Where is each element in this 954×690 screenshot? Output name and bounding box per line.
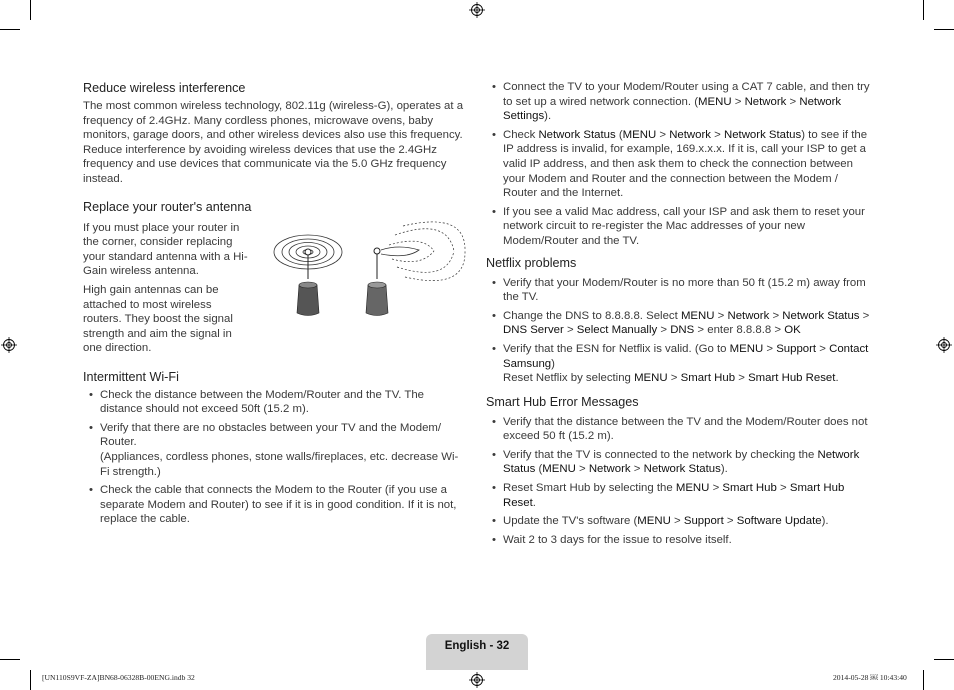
crop-mark-bl-v <box>30 670 31 690</box>
menu-path-dns-server: DNS Server <box>503 324 564 337</box>
bullet-icon: • <box>492 448 496 461</box>
arrow-icon: > <box>566 324 574 337</box>
list-intermittent-wifi <box>83 388 465 527</box>
arrow-icon: > <box>670 372 678 385</box>
menu-path-dns: DNS <box>670 324 695 337</box>
print-slug-timestamp: 2014-05-28 ￼ 10:43:40 <box>833 673 907 682</box>
item-text: ) to see if the IP address is invalid, for example, 169.x.x.x. If it is, call your ISP to get a valid IP address, and then ask them to check the connection between your Modem and Router and the connection between the Modem / Router and the Internet. <box>503 128 868 200</box>
bullet-icon: • <box>492 81 496 93</box>
menu-path-menu: MENU <box>634 372 668 385</box>
registration-mark-top-icon <box>469 2 485 18</box>
menu-path-smart-hub: Smart Hub <box>680 372 736 385</box>
bullet-icon: • <box>89 484 93 497</box>
arrow-icon: > <box>660 324 668 337</box>
left-column <box>83 80 465 535</box>
antenna-text <box>83 221 251 356</box>
menu-path-network-status: Network Status <box>503 448 860 476</box>
arrow-icon: > <box>734 95 742 108</box>
menu-path-network-status: Network Status <box>643 463 721 476</box>
bullet-icon: • <box>492 415 496 428</box>
arrow-icon: > <box>726 515 734 528</box>
arrow-icon: > <box>697 324 705 337</box>
list-item <box>486 481 874 510</box>
list-item <box>486 128 874 201</box>
menu-path-smart-hub-reset: Smart Hub Reset <box>748 372 836 385</box>
list-item <box>83 483 465 527</box>
item-text: Check the cable that connects the Modem to the Router (if you use a separate Modem and Router) to see if it is in good condition. If it is not, replace the cable. <box>100 484 457 526</box>
item-text: Reset Netflix by selecting <box>503 372 635 385</box>
item-text: Reset Smart Hub by selecting the <box>503 482 676 495</box>
arrow-icon: > <box>738 372 745 385</box>
section-smart-hub <box>486 394 874 548</box>
arrow-icon: > <box>780 482 787 495</box>
arrow-icon: > <box>659 128 667 141</box>
list-item <box>486 514 874 529</box>
menu-path-ok: OK <box>784 324 801 337</box>
menu-path-network: Network <box>727 309 770 322</box>
menu-path-network-status: Network Status <box>782 309 860 322</box>
item-text: . <box>835 372 839 385</box>
menu-path-menu: MENU <box>637 515 671 528</box>
heading-reduce-interference: Reduce wireless interference <box>83 81 246 95</box>
bullet-icon: • <box>492 533 496 546</box>
menu-path-software-update: Software Update <box>736 515 822 528</box>
paragraph-interference: The most common wireless technology, 802.11g (wireless-G), operates at a frequency of 2.4GHz. Many cordless phones, microwave ovens, baby monitors, garage doors, and other wireless devices also use this frequency. Reduce interference by avoiding wireless devices that use the 2.4GHz frequency and use devices that communicate via the 5.0 GHz frequency instead. <box>83 100 464 185</box>
crop-mark-br-h <box>934 659 954 660</box>
list-item <box>486 80 874 124</box>
item-text: Update the TV's software ( <box>503 515 638 528</box>
right-column <box>486 80 874 555</box>
list-item <box>486 276 874 305</box>
crop-mark-tr-h <box>934 29 954 30</box>
heading-netflix: Netflix problems <box>486 255 577 270</box>
list-smart-hub <box>486 415 874 548</box>
paragraph-antenna-2: High gain antennas can be attached to most wireless routers. They boost the signal strength and aim the signal in one direction. <box>83 283 233 355</box>
item-text: enter 8.8.8.8 <box>704 324 775 337</box>
antenna-block <box>83 221 465 361</box>
menu-path-contact-samsung: Contact Samsung <box>503 342 869 370</box>
registration-mark-left-icon <box>1 337 17 353</box>
item-note <box>503 371 874 386</box>
arrow-icon: > <box>766 342 774 355</box>
menu-path-support: Support <box>683 515 724 528</box>
page-number-badge: English - 32 <box>426 634 528 670</box>
list-netflix <box>486 276 874 386</box>
menu-path-menu: MENU <box>729 342 764 355</box>
menu-path-support: Support <box>776 342 817 355</box>
item-text: ). <box>544 110 552 123</box>
heading-router-antenna: Replace your router's antenna <box>83 199 252 214</box>
standard-antenna-icon <box>274 235 342 316</box>
crop-mark-bl-h <box>0 659 20 660</box>
list-item <box>486 309 874 338</box>
item-text: ) <box>551 357 555 370</box>
bullet-icon: • <box>492 342 496 355</box>
arrow-icon: > <box>774 324 782 337</box>
crop-mark-tl-v <box>30 0 31 20</box>
hi-gain-antenna-icon <box>366 221 465 315</box>
registration-mark-bottom-icon <box>469 672 485 688</box>
item-text: Check the distance between the Modem/Router and the TV. The distance should not exceed 50ft (15.2 m). <box>100 388 424 416</box>
item-text: ( <box>535 463 543 476</box>
section-netflix <box>486 255 874 386</box>
bullet-icon: • <box>89 421 93 434</box>
menu-path-network-status: Network Status <box>538 128 616 141</box>
list-item <box>486 342 874 386</box>
arrow-icon: > <box>772 309 780 322</box>
item-text: ( <box>615 128 623 141</box>
list-item <box>83 421 465 479</box>
bullet-icon: • <box>492 309 496 322</box>
list-item <box>83 388 465 417</box>
list-item <box>486 533 874 548</box>
item-text: Connect the TV to your Modem/Router using a CAT 7 cable, and then try to set up a wired network connection. ( <box>503 81 870 108</box>
crop-mark-tr-v <box>923 0 924 20</box>
menu-path-menu: MENU <box>680 309 715 322</box>
item-text: Verify that your Modem/Router is no more than 50 ft (15.2 m) away from the TV. <box>503 276 866 304</box>
menu-path-network: Network <box>588 463 631 476</box>
menu-path-network-settings: Network Settings <box>503 95 842 123</box>
bullet-icon: • <box>492 205 496 218</box>
paragraph-antenna-1: If you must place your router in the corner, consider replacing your standard antenna with a Hi-Gain wireless antenna. <box>83 221 248 278</box>
arrow-icon: > <box>674 515 681 528</box>
list-item <box>486 415 874 444</box>
menu-path-select-manually: Select Manually <box>576 324 658 337</box>
menu-path-smart-hub-reset: Smart Hub Reset <box>503 482 845 509</box>
list-item <box>486 448 874 477</box>
menu-path-network-status: Network Status <box>723 128 802 141</box>
section-router-antenna <box>83 199 465 361</box>
menu-path-menu: MENU <box>675 482 710 495</box>
item-text: Verify that there are no obstacles between your TV and the Modem/ Router. <box>100 421 442 449</box>
antenna-illustration <box>271 221 467 331</box>
list-item <box>486 205 874 249</box>
arrow-icon: > <box>714 128 721 141</box>
list-network-top <box>486 80 874 249</box>
bullet-icon: • <box>492 515 496 528</box>
item-note: (Appliances, cordless phones, stone walls/fireplaces, etc. decrease Wi-Fi strength.) <box>100 450 459 478</box>
crop-mark-br-v <box>923 670 924 690</box>
arrow-icon: > <box>578 463 586 476</box>
heading-smart-hub: Smart Hub Error Messages <box>486 394 639 409</box>
arrow-icon: > <box>712 482 720 495</box>
menu-path-network: Network <box>669 128 711 141</box>
registration-mark-right-icon <box>936 337 952 353</box>
item-text: ). <box>720 463 728 476</box>
menu-path-smart-hub: Smart Hub <box>722 482 777 495</box>
bullet-icon: • <box>89 388 93 401</box>
bullet-icon: • <box>492 482 496 495</box>
item-text: . <box>532 496 536 509</box>
bullet-icon: • <box>492 276 496 289</box>
arrow-icon: > <box>862 309 870 322</box>
menu-path-menu: MENU <box>622 128 657 141</box>
crop-mark-tl-h <box>0 29 20 30</box>
bullet-icon: • <box>492 128 496 141</box>
item-text: ). <box>821 515 829 528</box>
arrow-icon: > <box>717 309 725 322</box>
item-text: If you see a valid Mac address, call your ISP and ask them to reset your network circuit to re-register the Mac addresses of your new Modem/Router and the TV. <box>503 205 865 247</box>
menu-path-menu: MENU <box>542 463 576 476</box>
item-text: Change the DNS to 8.8.8.8. Select <box>503 309 681 322</box>
item-text: Wait 2 to 3 days for the issue to resolve itself. <box>503 533 732 546</box>
item-text: Verify that the ESN for Netflix is valid. (Go to <box>503 342 730 355</box>
heading-intermittent-wifi: Intermittent Wi-Fi <box>83 369 179 384</box>
item-text: Check <box>503 128 539 141</box>
menu-path-network: Network <box>744 95 787 108</box>
item-text: Verify that the TV is connected to the network by checking the <box>503 448 818 461</box>
arrow-icon: > <box>819 342 826 355</box>
menu-path-menu: MENU <box>698 95 732 108</box>
section-intermittent-wifi <box>83 369 465 527</box>
arrow-icon: > <box>789 95 797 108</box>
item-text: Verify that the distance between the TV and the Modem/Router does not exceed 50 ft (15.2 m). <box>503 415 868 443</box>
arrow-icon: > <box>633 463 641 476</box>
print-slug-file: [UN110S9VF-ZA]BN68-06328B-00ENG.indb 32 <box>42 673 195 682</box>
section-reduce-interference <box>83 80 465 187</box>
